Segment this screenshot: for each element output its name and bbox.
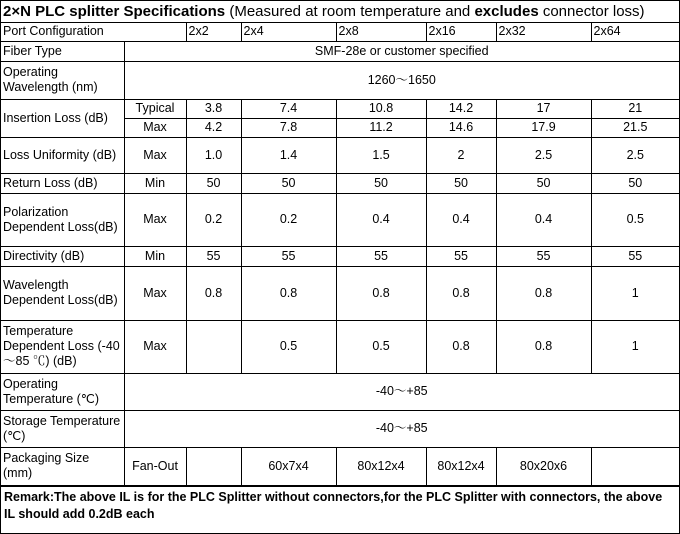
row-loss-uniformity xyxy=(1,137,679,173)
cell-value: 1.5 xyxy=(336,137,426,173)
cell-condition: Fan-Out xyxy=(124,447,186,485)
cell-condition: Max xyxy=(124,137,186,173)
row-label: Insertion Loss (dB) xyxy=(1,99,124,137)
cell-value: -40～+85 xyxy=(124,410,679,447)
row-label: Wavelength Dependent Loss(dB) xyxy=(1,266,124,320)
cell-value: 11.2 xyxy=(336,118,426,137)
row-label: Fiber Type xyxy=(1,41,124,61)
cell-value: 2 xyxy=(426,137,496,173)
cell-value: 14.2 xyxy=(426,99,496,118)
cell-value: 0.5 xyxy=(336,320,426,373)
cell-value: 3.8 xyxy=(186,99,241,118)
cell-value xyxy=(186,320,241,373)
cell-value: 1 xyxy=(591,266,679,320)
title-paren-close: connector loss) xyxy=(538,3,645,20)
cell-condition: Max xyxy=(124,266,186,320)
cell-value: 1 xyxy=(591,320,679,373)
page-title xyxy=(1,1,679,23)
cell-value: 1260～1650 xyxy=(124,61,679,99)
row-label: Loss Uniformity (dB) xyxy=(1,137,124,173)
cell-value: 50 xyxy=(496,173,591,193)
spec-table xyxy=(1,23,679,486)
cell-value: 2.5 xyxy=(496,137,591,173)
row-label: Storage Temperature (℃) xyxy=(1,410,124,447)
cell-value: 0.2 xyxy=(186,193,241,246)
cell-value: 21.5 xyxy=(591,118,679,137)
column-header: 2x2 xyxy=(186,23,241,41)
cell-value: 0.8 xyxy=(426,266,496,320)
cell-value: 7.8 xyxy=(241,118,336,137)
cell-value: -40～+85 xyxy=(124,373,679,410)
row-label: Temperature Dependent Loss (-40～85 ℃) (dB) xyxy=(1,320,124,373)
cell-value: 50 xyxy=(241,173,336,193)
row-packaging-size xyxy=(1,447,679,485)
cell-condition: Max xyxy=(124,320,186,373)
row-label: Operating Wavelength (nm) xyxy=(1,61,124,99)
cell-value: 1.4 xyxy=(241,137,336,173)
cell-value: 50 xyxy=(591,173,679,193)
row-directivity xyxy=(1,246,679,266)
title-paren-open: (Measured at room temperature and xyxy=(225,3,475,20)
cell-value: 0.5 xyxy=(241,320,336,373)
cell-value: 0.8 xyxy=(336,266,426,320)
cell-value: 21 xyxy=(591,99,679,118)
row-label: Return Loss (dB) xyxy=(1,173,124,193)
cell-value: 50 xyxy=(186,173,241,193)
column-header: 2x8 xyxy=(336,23,426,41)
row-insertion-loss-typical xyxy=(1,99,679,118)
cell-value: 7.4 xyxy=(241,99,336,118)
cell-value: 0.8 xyxy=(426,320,496,373)
title-emph: excludes xyxy=(474,3,539,20)
row-operating-temperature xyxy=(1,373,679,410)
cell-value: 17 xyxy=(496,99,591,118)
column-header: 2x64 xyxy=(591,23,679,41)
remark-note: Remark:The above IL is for the PLC Splitter without connectors,for the PLC Splitter with connectors, the above IL should add 0.2dB each xyxy=(1,486,679,525)
cell-value: 0.8 xyxy=(496,266,591,320)
cell-value: 10.8 xyxy=(336,99,426,118)
cell-value: 55 xyxy=(336,246,426,266)
cell-condition: Min xyxy=(124,246,186,266)
row-fiber-type xyxy=(1,41,679,61)
cell-value: 0.8 xyxy=(241,266,336,320)
cell-value: 50 xyxy=(426,173,496,193)
cell-condition: Min xyxy=(124,173,186,193)
cell-condition: Typical xyxy=(124,99,186,118)
row-wavelength xyxy=(1,61,679,99)
cell-value: 1.0 xyxy=(186,137,241,173)
row-label: Directivity (dB) xyxy=(1,246,124,266)
cell-value: 50 xyxy=(336,173,426,193)
row-port-config xyxy=(1,23,679,41)
cell-value: 60x7x4 xyxy=(241,447,336,485)
cell-value: 80x20x6 xyxy=(496,447,591,485)
cell-value: 80x12x4 xyxy=(336,447,426,485)
row-wdl xyxy=(1,266,679,320)
cell-value: 2.5 xyxy=(591,137,679,173)
cell-value: 55 xyxy=(591,246,679,266)
cell-value: 14.6 xyxy=(426,118,496,137)
cell-value: 80x12x4 xyxy=(426,447,496,485)
row-tdl xyxy=(1,320,679,373)
column-header: 2x4 xyxy=(241,23,336,41)
row-return-loss xyxy=(1,173,679,193)
row-label: Polarization Dependent Loss(dB) xyxy=(1,193,124,246)
title-main: 2×N PLC splitter Specifications xyxy=(3,3,226,20)
cell-value xyxy=(591,447,679,485)
cell-value xyxy=(186,447,241,485)
row-storage-temperature xyxy=(1,410,679,447)
cell-condition: Max xyxy=(124,118,186,137)
cell-value: 4.2 xyxy=(186,118,241,137)
row-label: Port Configuration xyxy=(1,23,186,41)
column-header: 2x16 xyxy=(426,23,496,41)
column-header: 2x32 xyxy=(496,23,591,41)
cell-value: 0.4 xyxy=(426,193,496,246)
cell-value: SMF-28e or customer specified xyxy=(124,41,679,61)
row-label: Operating Temperature (℃) xyxy=(1,373,124,410)
cell-value: 55 xyxy=(426,246,496,266)
cell-condition: Max xyxy=(124,193,186,246)
cell-value: 17.9 xyxy=(496,118,591,137)
cell-value: 0.4 xyxy=(336,193,426,246)
row-pdl xyxy=(1,193,679,246)
cell-value: 0.8 xyxy=(186,266,241,320)
cell-value: 0.8 xyxy=(496,320,591,373)
cell-value: 55 xyxy=(186,246,241,266)
row-label: Packaging Size (mm) xyxy=(1,447,124,485)
cell-value: 0.2 xyxy=(241,193,336,246)
cell-value: 55 xyxy=(241,246,336,266)
cell-value: 0.4 xyxy=(496,193,591,246)
cell-value: 55 xyxy=(496,246,591,266)
cell-value: 0.5 xyxy=(591,193,679,246)
